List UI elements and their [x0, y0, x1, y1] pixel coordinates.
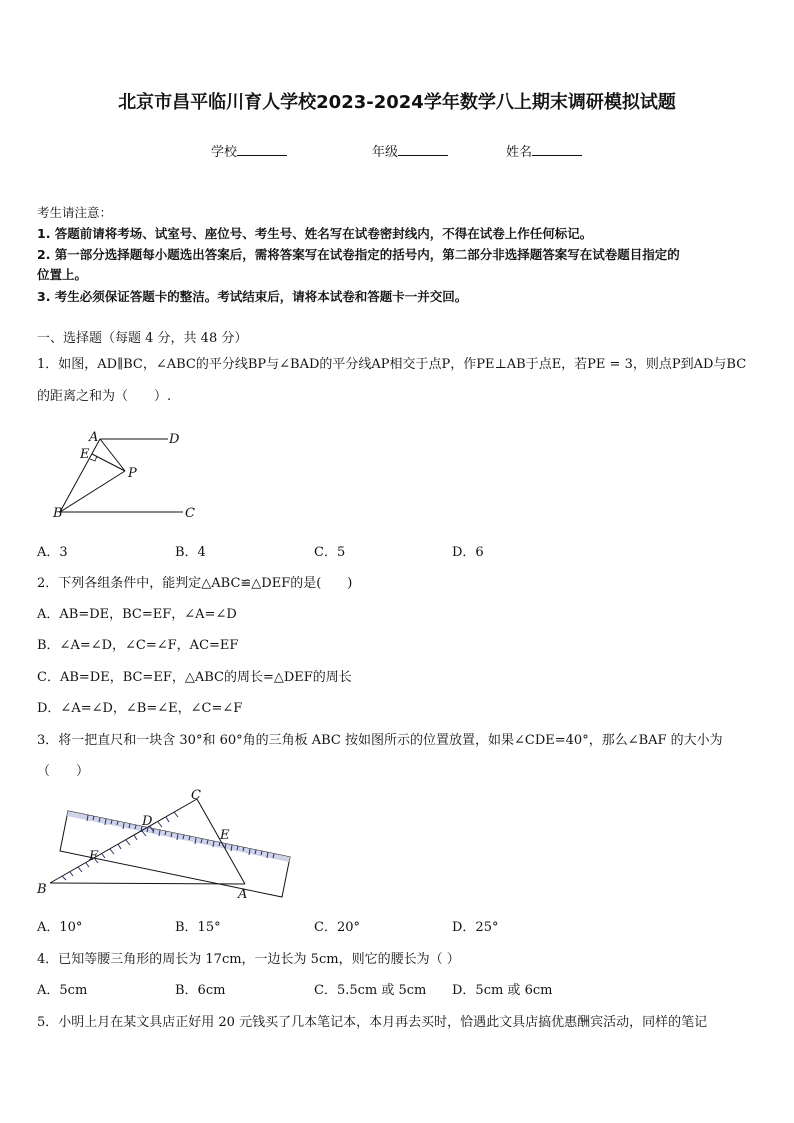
q3-option-b: B．15° [175, 920, 221, 935]
q1-option-b: B．4 [175, 545, 206, 560]
section-title: 一、选择题（每题 4 分，共 48 分） [37, 331, 248, 346]
note-item: 位置上。 [37, 267, 88, 282]
fig1-label-b: B [53, 506, 63, 521]
page-title: 北京市昌平临川育人学校2023-2024学年数学八上期末调研模拟试题 [118, 92, 676, 113]
question-1-text: 1．如图，AD∥BC，∠ABC的平分线BP与∠BAD的平分线AP相交于点P，作PE⊥AB于点E，若PE = 3，则点P到AD与BC [37, 357, 747, 372]
q2-option-d: D．∠A=∠D，∠B=∠E，∠C=∠F [37, 701, 243, 716]
name-field [506, 141, 582, 160]
note-item: 1. 答题前请将考场、试室号、座位号、考生号、姓名写在试卷密封线内，不得在试卷上作任何标记。 [37, 226, 593, 241]
name-blank [532, 143, 582, 156]
question-3-text: 3．将一把直尺和一块含 30°和 60°角的三角板 ABC 按如图所示的位置放置，如果∠CDE=40°，那么∠BAF 的大小为 [37, 733, 723, 748]
notes-heading: 考生请注意： [37, 205, 113, 220]
fig3-label-e: E [220, 828, 230, 843]
fig1-label-a: A [89, 430, 99, 445]
q2-option-b: B．∠A=∠D，∠C=∠F，AC=EF [37, 638, 239, 653]
q4-option-a: A．5cm [37, 983, 88, 998]
q2-option-c: C．AB=DE，BC=EF，△ABC的周长=△DEF的周长 [37, 670, 352, 685]
q2-option-a: A．AB=DE，BC=EF，∠A=∠D [37, 607, 237, 622]
fig3-label-f: F [89, 849, 99, 864]
q4-option-d: D．5cm 或 6cm [452, 983, 553, 998]
question-1-text-cont: 的距离之和为（ ）. [37, 389, 172, 404]
grade-blank [398, 143, 448, 156]
question-1-figure [48, 425, 208, 525]
question-5-text: 5．小明上月在某文具店正好用 20 元钱买了几本笔记本，本月再去买时，恰遇此文具店搞优惠酬宾活动，同样的笔记 [37, 1015, 708, 1030]
q3-option-c: C．20° [314, 920, 360, 935]
q1-option-c: C．5 [314, 545, 346, 560]
question-2-text: 2．下列各组条件中，能判定△ABC≌△DEF的是( ) [37, 576, 353, 591]
fig3-label-b: B [37, 882, 47, 897]
fig3-label-a: A [238, 887, 248, 902]
school-field [211, 141, 287, 160]
school-blank [237, 143, 287, 156]
name-label: 姓名 [506, 145, 533, 160]
fig1-label-c: C [185, 506, 195, 521]
fig3-label-c: C [191, 788, 201, 803]
note-item: 3. 考生必须保证答题卡的整洁。考试结束后，请将本试卷和答题卡一并交回。 [37, 289, 468, 304]
school-label: 学校 [211, 145, 238, 160]
fig1-label-p: P [128, 466, 137, 481]
q1-option-a: A．3 [37, 545, 68, 560]
q4-option-c: C．5.5cm 或 5cm [314, 983, 427, 998]
question-3-figure [32, 785, 297, 905]
q3-option-d: D．25° [452, 920, 499, 935]
question-4-text: 4．已知等腰三角形的周长为 17cm，一边长为 5cm，则它的腰长为（ ） [37, 952, 460, 967]
fig3-label-d: D [142, 814, 153, 829]
fig1-label-d: D [169, 432, 180, 447]
note-item: 2. 第一部分选择题每小题选出答案后，需将答案写在试卷指定的括号内，第二部分非选择题答案写在试卷题目指定的 [37, 247, 680, 262]
grade-field [372, 141, 448, 160]
q1-option-d: D．6 [452, 545, 484, 560]
q3-option-a: A．10° [37, 920, 83, 935]
grade-label: 年级 [372, 145, 399, 160]
question-3-text-cont: （ ） [37, 764, 90, 779]
q4-option-b: B．6cm [175, 983, 226, 998]
fig1-label-e: E [80, 447, 90, 462]
